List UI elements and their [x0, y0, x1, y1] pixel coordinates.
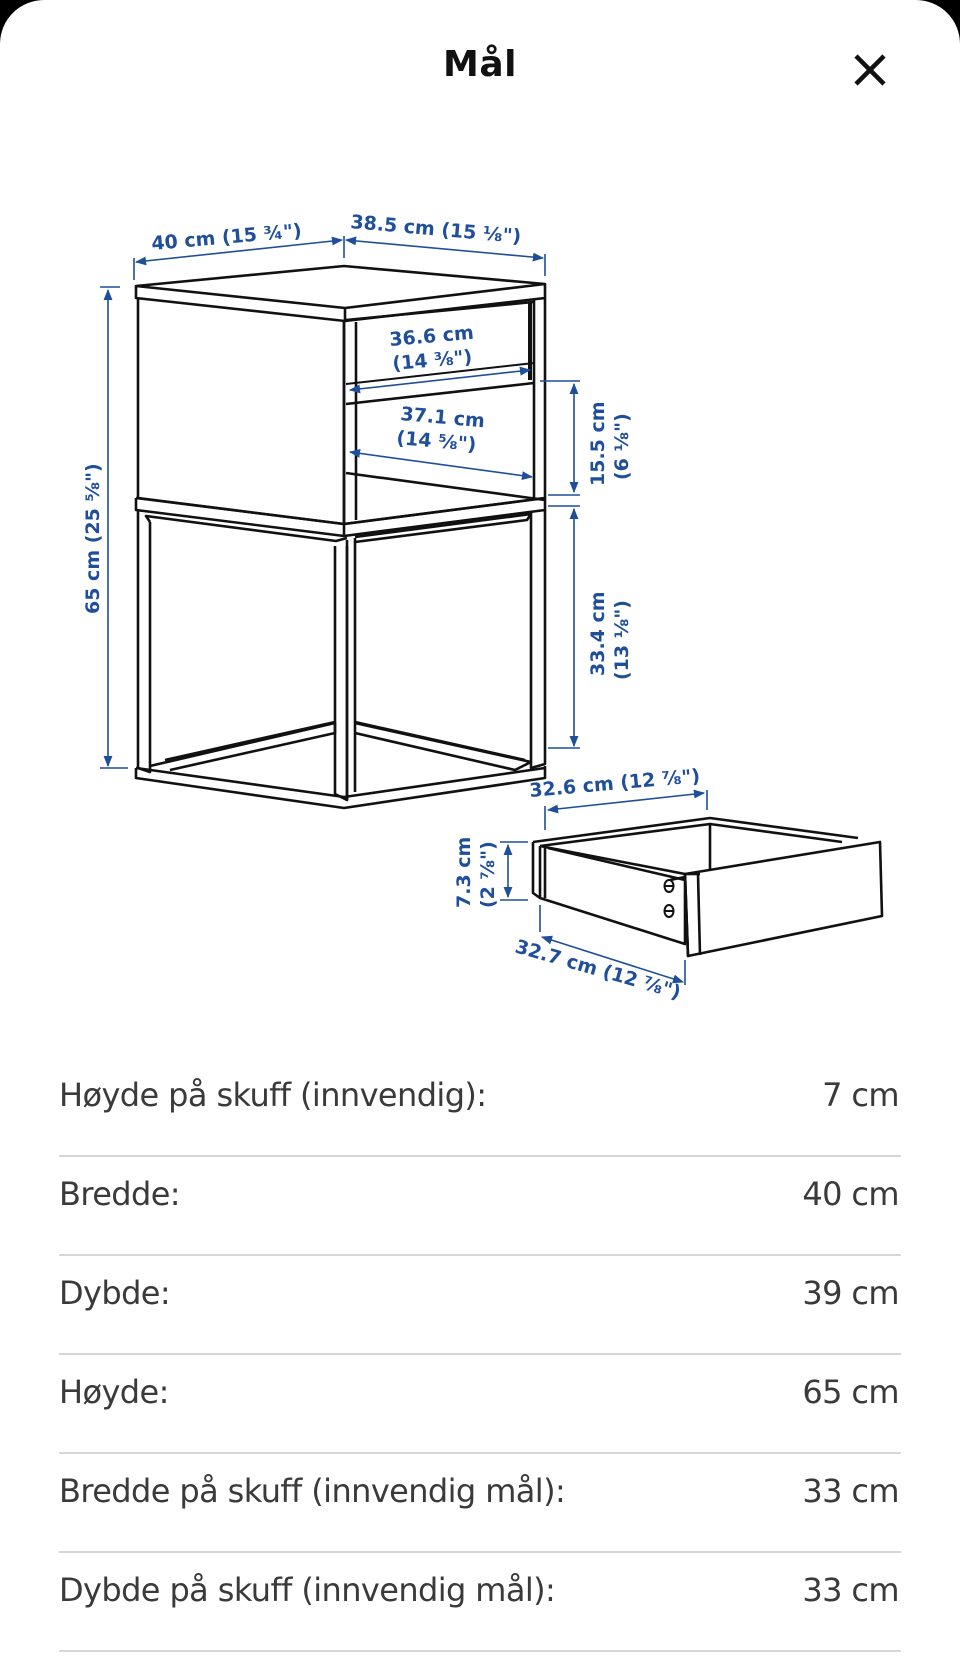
label-drawer-section-height-cm: 15.5 cm — [587, 401, 609, 486]
dimension-value: 33 cm — [802, 1571, 899, 1609]
dimension-label: Bredde på skuff (innvendig mål): — [59, 1472, 566, 1510]
label-shelf-width-cm: 37.1 cm — [399, 403, 486, 433]
dimension-row — [59, 1355, 901, 1454]
label-drawer-opening-width-in: (14 ⅜") — [391, 346, 474, 375]
dimension-row — [59, 1454, 901, 1553]
label-leg-height-in: (13 ⅛") — [611, 600, 633, 680]
product-dimension-drawing — [0, 140, 960, 1040]
label-total-depth: 38.5 cm (15 ⅛") — [349, 211, 523, 248]
drawer-drawing — [533, 818, 882, 956]
dimension-value: 65 cm — [802, 1373, 899, 1411]
label-drawer-width: 32.6 cm (12 ⅞") — [528, 765, 701, 802]
dimension-value: 7 cm — [822, 1076, 899, 1114]
close-button[interactable] — [848, 48, 892, 92]
close-icon — [848, 48, 892, 92]
dimension-value: 39 cm — [802, 1274, 899, 1312]
modal-title: Mål — [443, 44, 517, 85]
dimension-value: 33 cm — [802, 1472, 899, 1510]
label-leg-height-cm: 33.4 cm — [587, 591, 609, 676]
dimension-labels — [82, 211, 701, 1004]
dimension-row — [59, 1553, 901, 1652]
drawer-screw-icons — [665, 880, 674, 917]
dimension-label: Dybde: — [59, 1274, 171, 1312]
dimension-row — [59, 1256, 901, 1355]
label-drawer-depth: 32.7 cm (12 ⅞") — [512, 935, 684, 1004]
nightstand-drawing — [136, 266, 545, 808]
dimension-row — [59, 1058, 901, 1157]
dimension-row — [59, 1157, 901, 1256]
dimension-label: Bredde: — [59, 1175, 180, 1213]
dimension-value: 40 cm — [802, 1175, 899, 1213]
modal-header — [0, 0, 960, 140]
label-drawer-opening-width-cm: 36.6 cm — [388, 321, 475, 351]
label-drawer-section-height-in: (6 ⅛") — [611, 413, 633, 480]
dimension-label: Dybde på skuff (innvendig mål): — [59, 1571, 556, 1609]
label-drawer-height-cm: 7.3 cm — [453, 836, 475, 908]
label-drawer-height-in: (2 ⅞") — [477, 841, 499, 908]
label-shelf-width-in: (14 ⅝") — [395, 427, 478, 456]
label-total-width: 40 cm (15 ¾") — [150, 219, 303, 255]
dimension-label: Høyde: — [59, 1373, 169, 1411]
dimension-label: Høyde på skuff (innvendig): — [59, 1076, 487, 1114]
label-total-height: 65 cm (25 ⅝") — [82, 463, 104, 614]
dimensions-list — [59, 1058, 901, 1652]
